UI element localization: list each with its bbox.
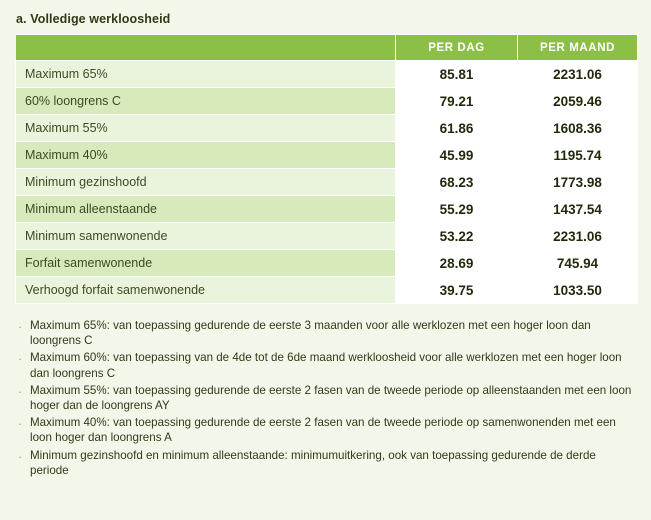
row-label: Maximum 65% (16, 61, 396, 88)
column-header-label (16, 35, 396, 61)
bullet-icon: · (18, 383, 23, 399)
unemployment-rates-table (15, 34, 638, 304)
notes-list (18, 318, 632, 478)
row-per-dag: 55.29 (396, 196, 518, 223)
table-row (16, 61, 638, 88)
table-row (16, 250, 638, 277)
table-row (16, 277, 638, 304)
list-item (18, 318, 632, 348)
bullet-icon: · (18, 448, 23, 464)
row-per-maand: 1195.74 (518, 142, 638, 169)
row-per-maand: 2231.06 (518, 61, 638, 88)
row-per-dag: 45.99 (396, 142, 518, 169)
row-label: Minimum alleenstaande (16, 196, 396, 223)
table-body (16, 61, 638, 304)
list-item (18, 415, 632, 445)
note-text: Maximum 40%: van toepassing gedurende de eerste 2 fasen van de tweede periode op samenwonenden met een loon hoger dan loongrens A (30, 416, 616, 445)
row-per-dag: 68.23 (396, 169, 518, 196)
bullet-icon: · (18, 351, 23, 367)
table-row (16, 142, 638, 169)
note-text: Maximum 65%: van toepassing gedurende de eerste 3 maanden voor alle werklozen met een hoger loon dan loongrens C (30, 319, 591, 348)
table-row (16, 223, 638, 250)
column-header-per-dag: PER DAG (396, 35, 518, 61)
row-label: Minimum gezinshoofd (16, 169, 396, 196)
table-row (16, 169, 638, 196)
row-per-dag: 39.75 (396, 277, 518, 304)
row-per-maand: 1437.54 (518, 196, 638, 223)
column-header-per-maand: PER MAAND (518, 35, 638, 61)
row-label: Minimum samenwonende (16, 223, 396, 250)
row-per-maand: 745.94 (518, 250, 638, 277)
note-text: Maximum 60%: van toepassing van de 4de tot de 6de maand werkloosheid voor alle werklozen met een hoger loon dan loongrens C (30, 351, 622, 380)
list-item (18, 350, 632, 380)
list-item (18, 383, 632, 413)
row-per-maand: 2231.06 (518, 223, 638, 250)
row-per-maand: 1608.36 (518, 115, 638, 142)
table-header (16, 35, 638, 61)
table-header-row (16, 35, 638, 61)
row-per-maand: 1773.98 (518, 169, 638, 196)
row-per-dag: 85.81 (396, 61, 518, 88)
bullet-icon: · (18, 416, 23, 432)
note-text: Minimum gezinshoofd en minimum alleenstaande: minimumuitkering, ook van toepassing gedurende de derde periode (30, 448, 596, 477)
row-label: 60% loongrens C (16, 88, 396, 115)
row-label: Maximum 55% (16, 115, 396, 142)
row-per-dag: 28.69 (396, 250, 518, 277)
page-title: a. Volledige werkloosheid (16, 12, 171, 26)
note-text: Maximum 55%: van toepassing gedurende de eerste 2 fasen van de tweede periode op alleenstaanden met een loon hoger dan de loongrens AY (30, 383, 632, 413)
row-per-dag: 79.21 (396, 88, 518, 115)
table-row (16, 196, 638, 223)
list-item (18, 448, 632, 478)
row-per-maand: 2059.46 (518, 88, 638, 115)
row-per-dag: 53.22 (396, 223, 518, 250)
table-row (16, 115, 638, 142)
row-per-maand: 1033.50 (518, 277, 638, 304)
row-label: Maximum 40% (16, 142, 396, 169)
row-label: Verhoogd forfait samenwonende (16, 277, 396, 304)
row-label: Forfait samenwonende (16, 250, 396, 277)
bullet-icon: · (18, 319, 23, 334)
row-per-dag: 61.86 (396, 115, 518, 142)
table-row (16, 88, 638, 115)
